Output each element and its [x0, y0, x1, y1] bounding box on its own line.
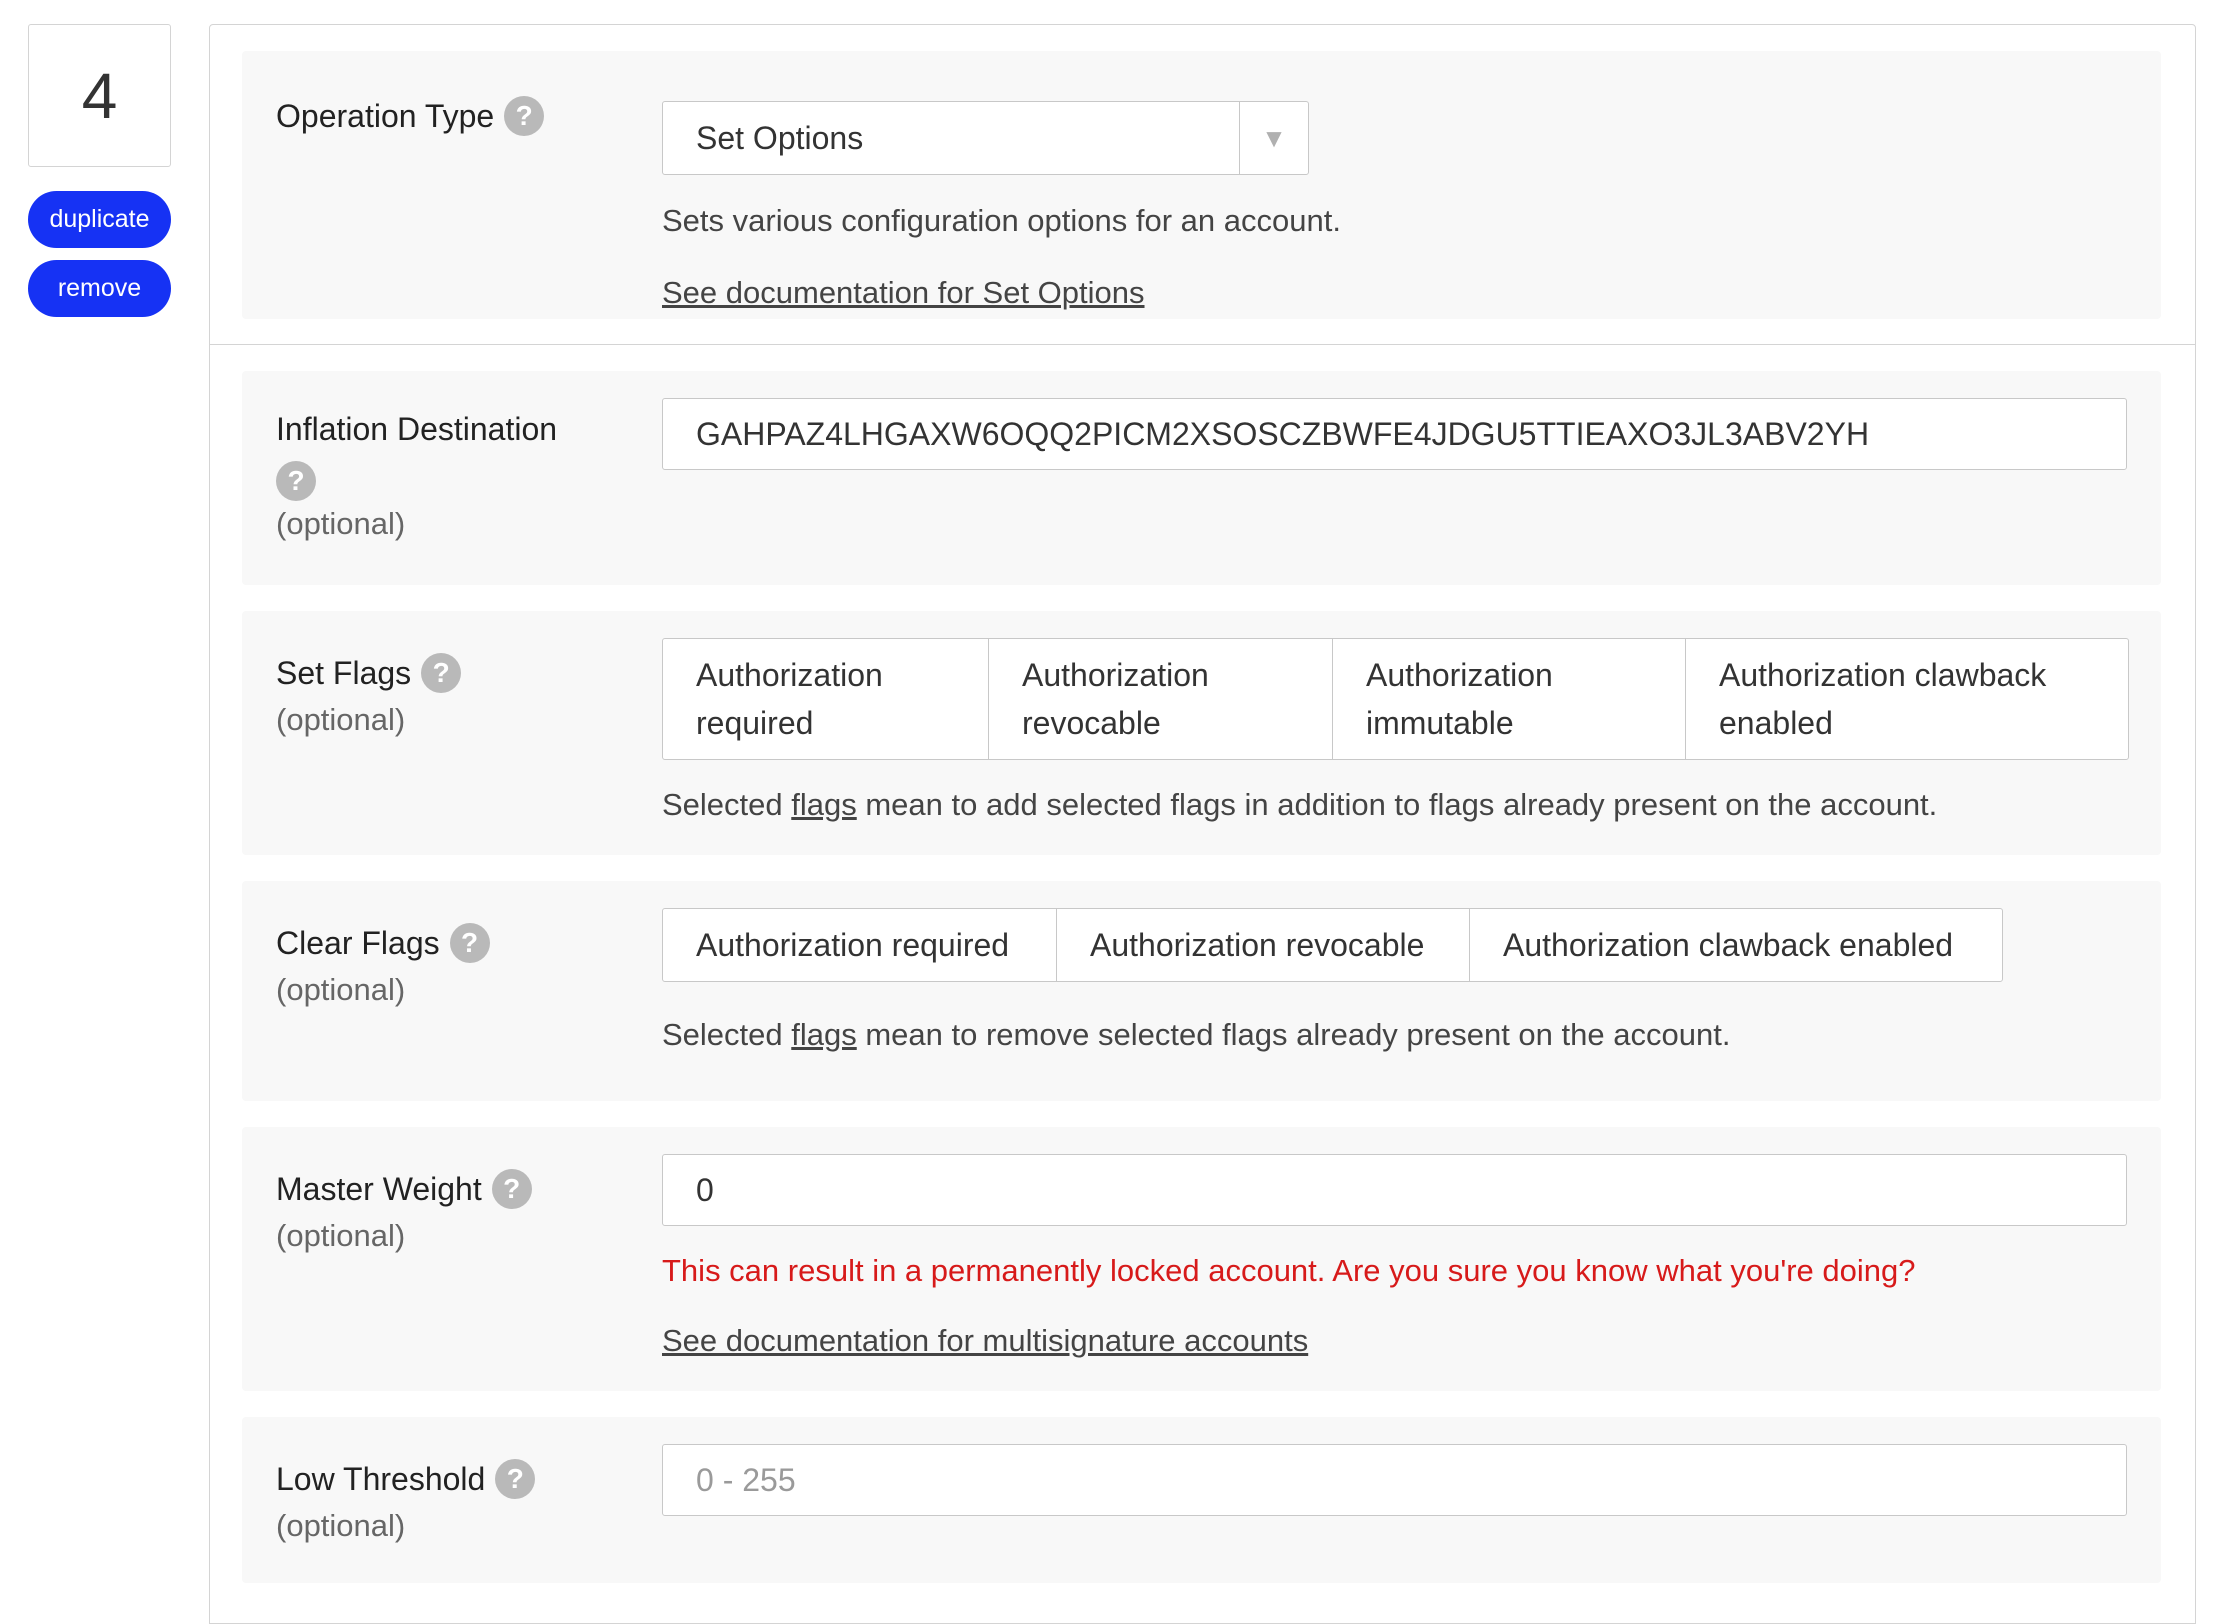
set-options-doc-link[interactable]: See documentation for Set Options: [662, 275, 1145, 310]
flag-line: revocable: [1022, 705, 1161, 741]
clear-flag-authorization-revocable[interactable]: Authorization revocable: [1057, 909, 1470, 981]
set-flags-label-text: Set Flags: [276, 654, 412, 691]
clear-flags-label-text: Clear Flags: [276, 924, 440, 961]
master-weight-label: [276, 1167, 532, 1211]
optional-label: (optional): [276, 702, 406, 737]
flag-line: Authorization: [696, 657, 883, 693]
set-flag-authorization-immutable[interactable]: [1333, 639, 1686, 759]
optional-label: (optional): [276, 972, 406, 1007]
low-threshold-section: [242, 1417, 2161, 1583]
operation-type-label: [276, 91, 544, 141]
set-flags-label: [276, 651, 461, 695]
remove-button[interactable]: remove: [28, 260, 171, 317]
low-threshold-label: [276, 1457, 535, 1501]
flag-line: Authorization: [1366, 657, 1553, 693]
set-flags-section: [242, 611, 2161, 855]
inflation-destination-input[interactable]: GAHPAZ4LHGAXW6OQQ2PICM2XSOSCZBWFE4JDGU5TTIEAXO3JL3ABV2YH: [662, 398, 2127, 470]
master-weight-section: [242, 1127, 2161, 1391]
clear-flag-authorization-required[interactable]: Authorization required: [663, 909, 1057, 981]
clear-flags-label: [276, 921, 490, 965]
inflation-destination-section: [242, 371, 2161, 585]
chevron-down-icon[interactable]: ▼: [1239, 102, 1308, 174]
help-icon[interactable]: ?: [421, 653, 461, 693]
flag-line: Authorization: [1022, 657, 1209, 693]
help-icon[interactable]: ?: [492, 1169, 532, 1209]
flag-line: Authorization clawback: [1719, 657, 2047, 693]
optional-label: (optional): [276, 1508, 406, 1543]
operation-type-selected: Set Options: [696, 119, 864, 156]
help-icon[interactable]: ?: [495, 1459, 535, 1499]
help-icon[interactable]: ?: [450, 923, 490, 963]
low-threshold-label-text: Low Threshold: [276, 1460, 486, 1497]
set-flag-authorization-revocable[interactable]: [989, 639, 1333, 759]
clear-flags-note: [662, 1017, 1730, 1053]
multisig-doc-link[interactable]: See documentation for multisignature accounts: [662, 1323, 1309, 1358]
operation-type-label-text: Operation Type: [276, 97, 495, 134]
set-flag-authorization-clawback-enabled[interactable]: [1686, 639, 2128, 759]
master-weight-warning: This can result in a permanently locked account. Are you sure you know what you're doing?: [662, 1253, 1916, 1288]
note-text: Selected: [662, 1017, 792, 1052]
section-divider: [210, 344, 2195, 345]
help-icon[interactable]: ?: [504, 96, 544, 136]
set-flags-group: [662, 638, 2129, 760]
set-flag-authorization-required[interactable]: [663, 639, 989, 759]
duplicate-button[interactable]: duplicate: [28, 191, 171, 248]
master-weight-input[interactable]: 0: [662, 1154, 2127, 1226]
inflation-destination-label: Inflation Destination: [276, 410, 558, 447]
operation-type-section: [242, 51, 2161, 319]
clear-flags-group: [662, 908, 2003, 982]
clear-flag-authorization-clawback-enabled[interactable]: Authorization clawback enabled: [1503, 926, 1954, 963]
flag-line: required: [696, 705, 814, 741]
master-weight-label-text: Master Weight: [276, 1170, 482, 1207]
flag-line: enabled: [1719, 705, 1833, 741]
operation-panel: [209, 24, 2196, 1624]
optional-label: (optional): [276, 506, 406, 541]
set-flags-note: [662, 787, 1937, 823]
note-text: mean to remove selected flags already present on the account.: [856, 1017, 1731, 1052]
help-icon[interactable]: ?: [276, 461, 316, 501]
flags-link[interactable]: flags: [791, 787, 857, 822]
flags-link[interactable]: flags: [791, 1017, 857, 1052]
note-text: mean to add selected flags in addition to flags already present on the account.: [856, 787, 1938, 822]
optional-label: (optional): [276, 1218, 406, 1253]
low-threshold-input[interactable]: 0 - 255: [662, 1444, 2127, 1516]
operation-type-select[interactable]: [662, 101, 1309, 175]
operation-index: 4: [28, 24, 171, 167]
flag-line: immutable: [1366, 705, 1514, 741]
clear-flags-section: [242, 881, 2161, 1101]
note-text: Selected: [662, 787, 792, 822]
operation-type-description: Sets various configuration options for an account.: [662, 203, 1341, 238]
